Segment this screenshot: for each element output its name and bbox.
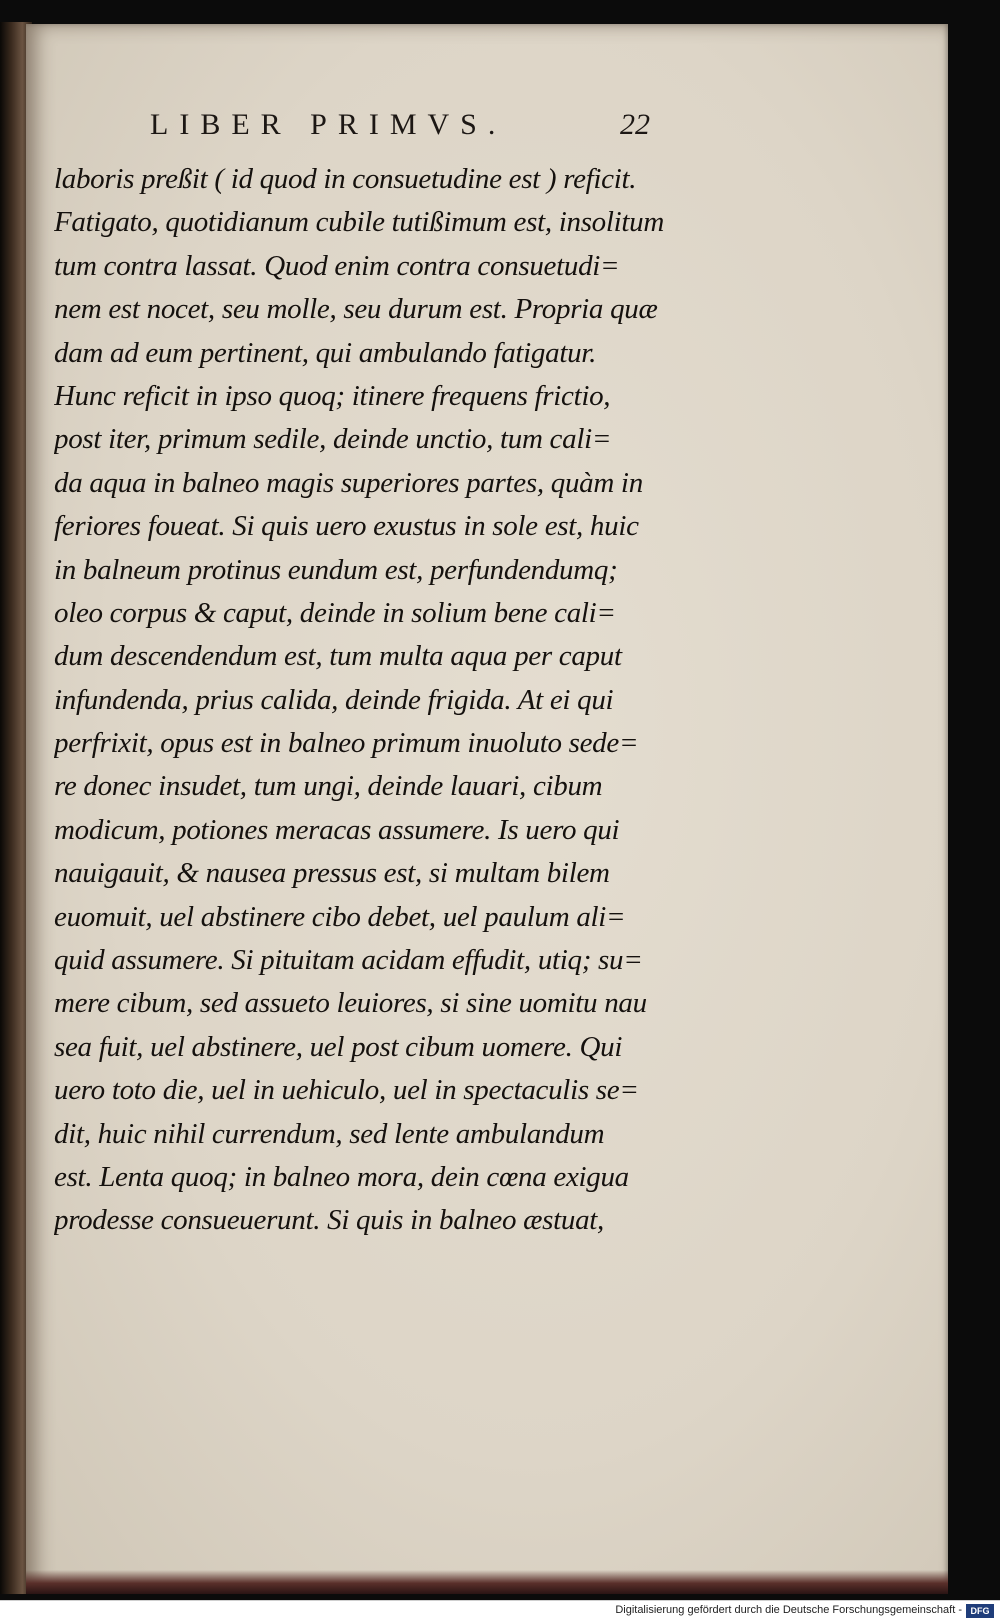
text-line: Fatigato, quotidianum cubile tutißimum est, insolitum (54, 206, 664, 239)
text-line: euomuit, uel abstinere cibo debet, uel paulum ali= (54, 900, 626, 933)
text-line: laboris preßit ( id quod in consuetudine est ) reficit. (54, 163, 637, 195)
text-line: nem est nocet, seu molle, seu durum est. Propria quæ (54, 293, 658, 326)
text-line: post iter, primum sedile, deinde unctio, tum cali= (54, 423, 612, 456)
text-line: est. Lenta quoq; in balneo mora, dein cœna exigua (54, 1160, 629, 1193)
page-number: 22 (620, 108, 650, 141)
text-line: mere cibum, sed assueto leuiores, si sine uomitu nau (54, 987, 647, 1020)
text-line: sea fuit, uel abstinere, uel post cibum uomere. Qui (54, 1030, 623, 1063)
text-line: infundenda, prius calida, deinde frigida. At ei qui (54, 683, 614, 716)
text-line: modicum, potiones meracas assumere. Is uero qui (54, 813, 620, 846)
text-line: feriores foueat. Si quis uero exustus in sole est, huic (54, 510, 639, 543)
text-line: oleo corpus & caput, deinde in solium bene cali= (54, 596, 616, 629)
text-line: dum descendendum est, tum multa aqua per caput (54, 640, 622, 673)
text-line: quid assumere. Si pituitam acidam effudit, utiq; su= (54, 944, 643, 977)
dfg-logo: DFG (966, 1604, 994, 1618)
footer-credit: Digitalisierung gefördert durch die Deutsche Forschungsgemeinschaft - (615, 1604, 962, 1616)
running-head: LIBER PRIMVS. (150, 108, 507, 141)
text-line: nauigauit, & nausea pressus est, si multam bilem (54, 857, 610, 890)
text-line: re donec insudet, tum ungi, deinde lauari, cibum (54, 770, 603, 803)
text-line: in balneum protinus eundum est, perfundendumq; (54, 553, 618, 586)
footer-bar (0, 1600, 1000, 1622)
text-line: perfrixit, opus est in balneo primum inuoluto sede= (54, 727, 639, 760)
text-line: dit, huic nihil currendum, sed lente ambulandum (54, 1117, 605, 1150)
text-line: dam ad eum pertinent, qui ambulando fatigatur. (54, 336, 597, 369)
text-line: da aqua in balneo magis superiores partes, quàm in (54, 466, 643, 499)
page-bottom-edge (26, 1570, 948, 1594)
text-line: tum contra lassat. Quod enim contra consuetudi= (54, 249, 620, 282)
text-line: prodesse consueuerunt. Si quis in balneo æstuat, (54, 1204, 604, 1237)
text-line: Hunc reficit in ipso quoq; itinere frequens frictio, (54, 379, 611, 412)
text-block (54, 158, 714, 1243)
text-line: uero toto die, uel in uehiculo, uel in spectaculis se= (54, 1074, 639, 1107)
